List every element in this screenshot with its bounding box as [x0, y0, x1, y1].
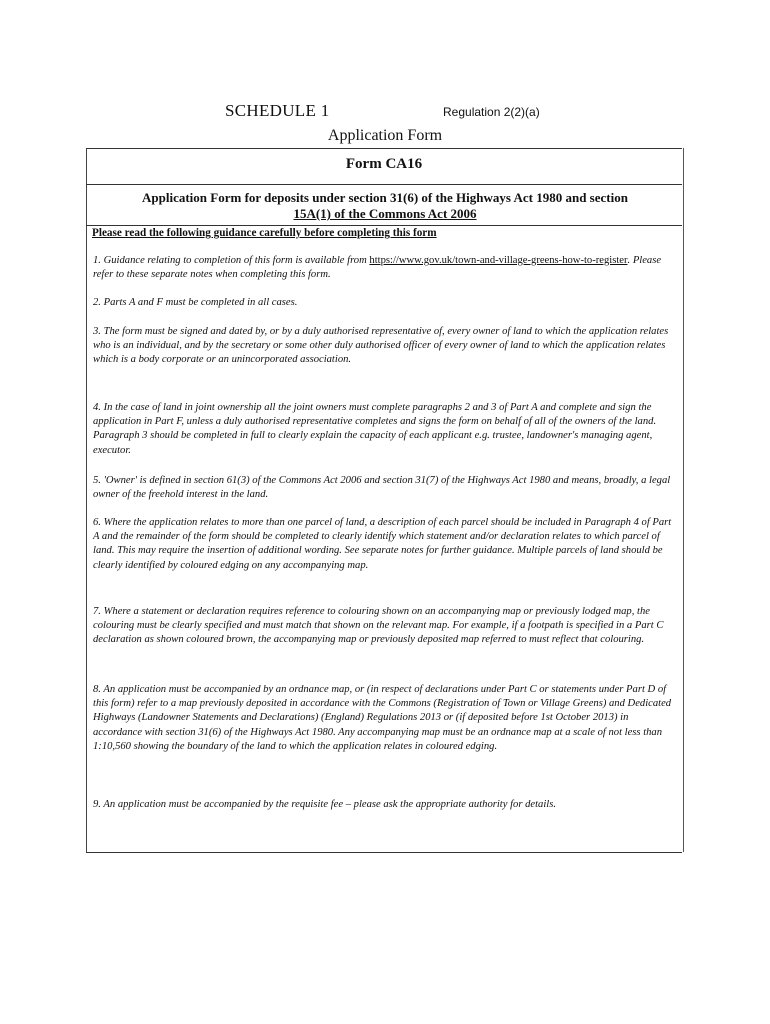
section-heading-line2: 15A(1) of the Commons Act 2006 [293, 206, 477, 221]
guidance-paragraph-4: 4. In the case of land in joint ownership all the joint owners must complete paragraphs 2 and 3 of Part A and complete and sign the application in Part F, unless a duly authorised representative completes and signs the form on behalf of all of the owners of the land. Paragraph 3 should be completed in full to clearly explain the capacity of each applicant e.g. trustee, landowner's managing agent, executor. [93, 402, 657, 456]
guidance-paragraph-9: 9. An application must be accompanied by the requisite fee – please ask the appropriate authority for details. [93, 799, 557, 810]
schedule-header [0, 101, 770, 123]
guidance-paragraph-1 [93, 254, 675, 282]
frame-bottom-rule [86, 852, 682, 853]
application-form-title [0, 127, 770, 145]
form-code: Form CA16 [345, 156, 423, 172]
schedule-title: SCHEDULE 1 [225, 101, 330, 120]
guidance-paragraph-8: 8. An application must be accompanied by an ordnance map, or (in respect of declarations under Part C or statements under Part D of this form) refer to a map previously deposited in accordance with the Commons (Registration of Town or Village Greens) and Dedicated Highways (Landowner Statements and Declarations) (England) Regulations 2013 or (if deposited before 1st October 2013) in accordance with section 31(6) of the Highways Act 1980. Any accompanying map must be an ordnance map at a scale of not less than 1:10,560 showing the boundary of the land to which the application relates in coloured edging. [93, 684, 672, 752]
guidance-link[interactable]: https://www.gov.uk/town-and-village-greens-how-to-register [369, 255, 628, 266]
frame-top-rule [86, 148, 682, 149]
guidance-paragraph-3: 3. The form must be signed and dated by, or by a duly authorised representative of, every owner of land to which the application relates who is an individual, and by the secretary or some other duly authorised officer of every owner of land to which the application relates which is a body corporate or an unincorporated association. [93, 326, 669, 366]
section-heading-line1: Application Form for deposits under section 31(6) of the Highways Act 1980 and section [142, 190, 628, 205]
guidance-paragraph-7: 7. Where a statement or declaration requires reference to colouring shown on an accompanying map or previously lodged map, the colouring must be clearly specified and must match that shown on the relevant map. For example, if a footpath is specified in a Part C declaration as shown coloured brown, the accompanying map or previously deposited map referred to must reflect that colouring. [93, 606, 664, 646]
read-guidance-notice: Please read the following guidance carefully before completing this form [92, 227, 437, 239]
application-form-title-text: Application Form [327, 127, 443, 144]
guidance-paragraph-5: 5. 'Owner' is defined in section 61(3) of the Commons Act 2006 and section 31(7) of the Highways Act 1980 and means, broadly, a legal owner of the freehold interest in the land. [93, 475, 671, 501]
guidance-p1-after-link: . Please refer to these separate notes when completing this form. [93, 255, 662, 281]
form-code-rule [86, 184, 682, 185]
heading-rule [86, 225, 682, 226]
guidance-p1-before-link: 1. Guidance relating to completion of this form is available from [93, 255, 370, 266]
guidance-paragraph-6: 6. Where the application relates to more than one parcel of land, a description of each parcel should be included in Paragraph 4 of Part A and the remainder of the form should be completed to clearly identify which statement and/or declaration relates to which parcel of land. This may require the insertion of additional wording. See separate notes for further guidance. Multiple parcels of land should be clearly identified by coloured edging on any accompanying map. [93, 517, 672, 571]
form-section-heading [92, 190, 678, 222]
guidance-paragraph-2: 2. Parts A and F must be completed in all cases. [93, 297, 298, 308]
regulation-reference: Regulation 2(2)(a) [443, 105, 540, 119]
